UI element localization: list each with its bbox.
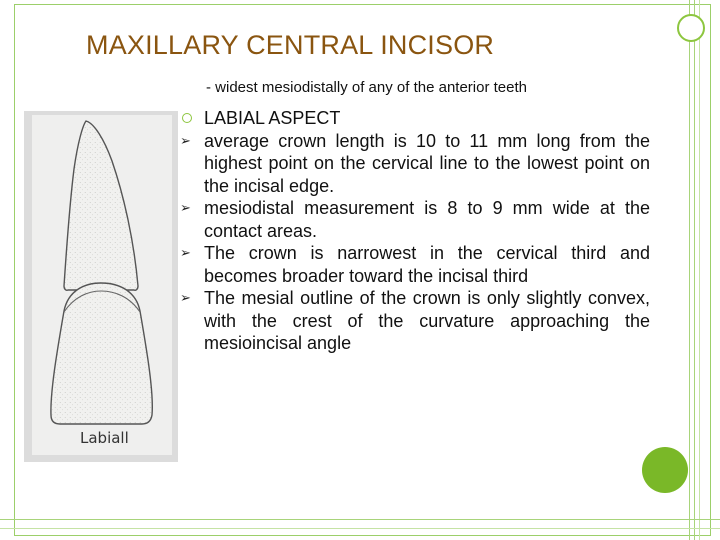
bullet-text: average crown length is 10 to 11 mm long from the highest point on the cervical line to the lowest point on the incisal edge. xyxy=(204,130,650,196)
bullet-list xyxy=(180,107,650,355)
list-item xyxy=(180,287,650,355)
list-item-heading xyxy=(180,107,650,130)
list-item xyxy=(180,242,650,287)
tooth-root xyxy=(64,121,138,290)
section-heading: LABIAL ASPECT xyxy=(204,108,341,128)
figure-caption: Labiall xyxy=(80,429,129,447)
list-item xyxy=(180,130,650,198)
list-item xyxy=(180,197,650,242)
decor-rule xyxy=(694,0,695,540)
slide-subtitle: - widest mesiodistally of any of the anterior teeth xyxy=(206,79,527,96)
decor-rule xyxy=(0,528,720,529)
decor-circle-outline xyxy=(677,14,705,42)
bullet-text: The mesial outline of the crown is only slightly convex, with the crest of the curvature approaching the mesioincisal angle xyxy=(204,288,650,353)
tooth-illustration xyxy=(24,111,178,462)
arrowhead-bullet-icon: ➢ xyxy=(180,200,191,215)
decor-rule xyxy=(699,0,700,540)
arrowhead-bullet-icon: ➢ xyxy=(180,132,191,148)
decor-circle-filled xyxy=(642,447,688,493)
arrowhead-bullet-icon: ➢ xyxy=(180,245,191,260)
tooth-figure xyxy=(24,111,178,462)
bullet-text: The crown is narrowest in the cervical third and becomes broader toward the incisal third xyxy=(204,243,650,286)
tooth-crown xyxy=(51,283,152,424)
decor-rule xyxy=(0,519,720,520)
bullet-text: mesiodistal measurement is 8 to 9 mm wide at the contact areas. xyxy=(204,198,650,241)
slide-title: MAXILLARY CENTRAL INCISOR xyxy=(86,30,495,60)
ring-bullet-icon xyxy=(182,113,192,123)
decor-rule xyxy=(689,0,690,540)
arrowhead-bullet-icon: ➢ xyxy=(180,290,191,305)
